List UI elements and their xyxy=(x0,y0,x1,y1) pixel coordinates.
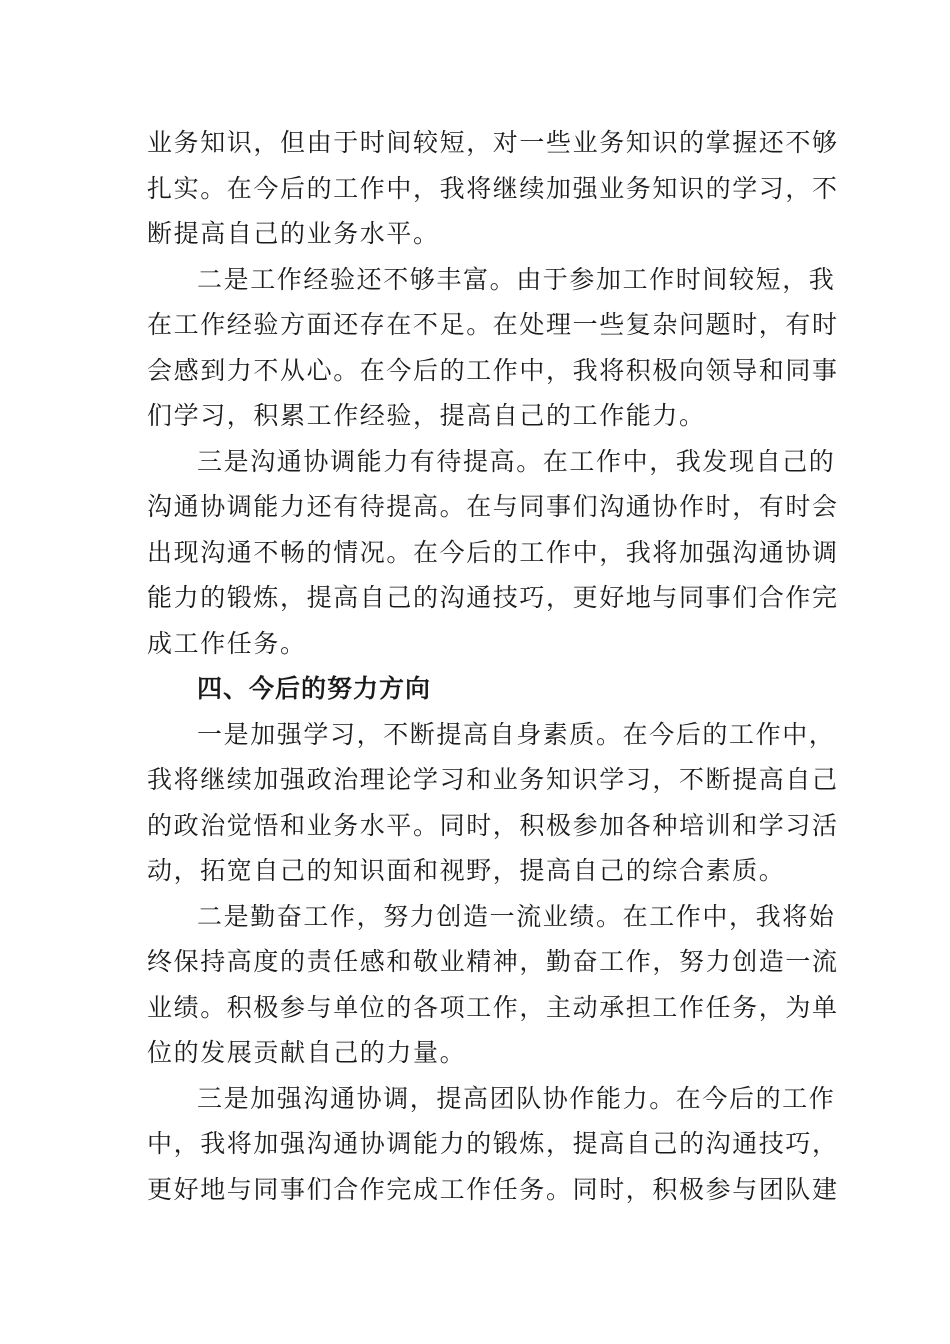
text-line: 断提高自己的业务水平。 xyxy=(147,219,440,248)
text-line: 扎实。在今后的工作中，我将继续加强业务知识的学习，不 xyxy=(147,173,839,203)
text-line: 们学习，积累工作经验，提高自己的工作能力。 xyxy=(147,401,706,430)
paragraph-first-line: 三是沟通协调能力有待提高。在工作中，我发现自己的 xyxy=(197,446,836,476)
text-line: 终保持高度的责任感和敬业精神，勤奋工作，努力创造一流 xyxy=(147,947,839,976)
paragraph-first-line: 二是勤奋工作，努力创造一流业绩。在工作中，我将始 xyxy=(197,901,836,931)
text-line: 我将继续加强政治理论学习和业务知识学习，不断提高自己 xyxy=(147,765,839,794)
text-line: 的政治觉悟和业务水平。同时，积极参加各种培训和学习活 xyxy=(147,810,839,840)
paragraph-first-line: 二是工作经验还不够丰富。由于参加工作时间较短，我 xyxy=(197,264,836,294)
text-line: 出现沟通不畅的情况。在今后的工作中，我将加强沟通协调 xyxy=(147,537,839,567)
text-line: 沟通协调能力还有待提高。在与同事们沟通协作时，有时会 xyxy=(147,492,839,521)
text-line: 业务知识，但由于时间较短，对一些业务知识的掌握还不够 xyxy=(147,128,839,157)
text-line: 能力的锻炼，提高自己的沟通技巧，更好地与同事们合作完 xyxy=(147,583,839,612)
section-heading: 四、今后的努力方向 xyxy=(197,674,432,703)
paragraph-first-line: 三是加强沟通协调，提高团队协作能力。在今后的工作 xyxy=(197,1083,836,1113)
text-line: 动，拓宽自己的知识面和视野，提高自己的综合素质。 xyxy=(147,856,786,885)
text-line: 会感到力不从心。在今后的工作中，我将积极向领导和同事 xyxy=(147,355,839,385)
text-line: 中，我将加强沟通协调能力的锻炼，提高自己的沟通技巧， xyxy=(147,1129,839,1158)
text-line: 更好地与同事们合作完成工作任务。同时，积极参与团队建 xyxy=(147,1174,839,1204)
text-line: 成工作任务。 xyxy=(147,628,307,658)
document-body xyxy=(147,120,839,1212)
text-line: 在工作经验方面还存在不足。在处理一些复杂问题时，有时 xyxy=(147,310,839,339)
text-line: 业绩。积极参与单位的各项工作，主动承担工作任务，为单 xyxy=(147,992,839,1022)
text-line: 位的发展贡献自己的力量。 xyxy=(147,1038,467,1067)
paragraph-first-line: 一是加强学习，不断提高自身素质。在今后的工作中， xyxy=(197,719,836,749)
